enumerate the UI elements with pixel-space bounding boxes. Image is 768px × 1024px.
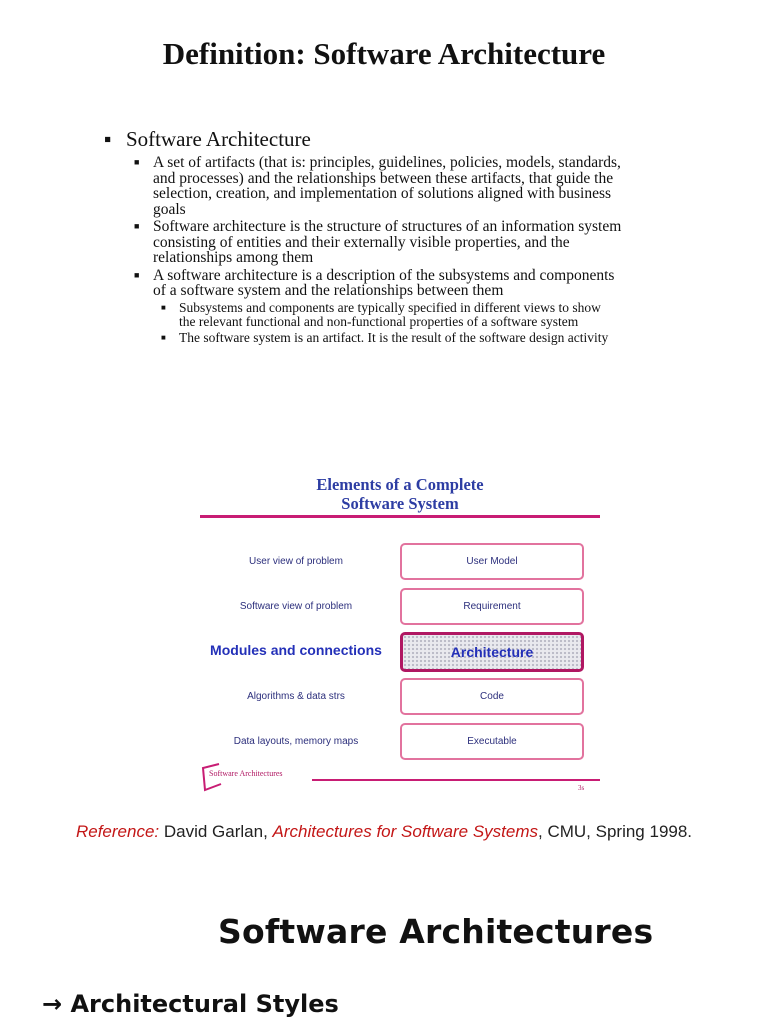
square-bullet-icon: ■ — [161, 332, 166, 342]
sub-item — [161, 331, 619, 345]
styles-heading-text: Architectural Styles — [70, 990, 339, 1018]
reference-author: David Garlan, — [159, 822, 273, 841]
row-label-highlighted: Modules and connections — [210, 642, 382, 658]
figure-footer-text: Software Architectures — [209, 769, 283, 778]
square-bullet-icon: ■ — [161, 302, 166, 312]
definition-item — [134, 268, 624, 345]
figure-title-line2: Software System — [341, 494, 459, 513]
square-bullet-icon: ▪ — [104, 127, 112, 151]
definition-text: A set of artifacts (that is: principles, guidelines, policies, models, standards, and processes) and the relationships between these artifacts, that guide the selection, creation, and implementation of solutions aligned with business goals — [153, 154, 621, 218]
slide-title: Definition: Software Architecture — [162, 36, 606, 71]
square-bullet-icon: ■ — [134, 269, 140, 280]
row-label: Software view of problem — [239, 601, 353, 612]
row-label: Algorithms & data strs — [247, 691, 345, 702]
sub-item-text: The software system is an artifact. It is the result of the software design activity — [179, 329, 609, 345]
row-box: Requirement — [400, 588, 584, 625]
definition-text: A software architecture is a description of the subsystems and components of a software system and the relationships between them — [153, 266, 615, 299]
square-bullet-icon: ■ — [134, 157, 140, 167]
row-box: Executable — [400, 723, 584, 760]
bullet-level1-text: Software Architecture — [126, 127, 311, 151]
figure-page-number: 3s — [578, 784, 585, 792]
section-title: Software Architectures — [218, 912, 654, 951]
definition-item — [134, 219, 624, 266]
sub-item-text: Subsystems and components are typically specified in different views to show the relevant functional and non-functional properties of a software system — [179, 299, 601, 329]
square-bullet-icon: ■ — [134, 221, 140, 231]
reference-rest: , CMU, Spring 1998. — [538, 822, 693, 841]
figure-bottom-rule — [312, 779, 600, 781]
sub-list — [161, 301, 624, 345]
arrow-icon: → — [42, 990, 63, 1018]
sub-item — [161, 301, 619, 329]
definition-text: Software architecture is the structure of structures of an information system consisting of entities and their externally visible properties, and the relationships among them — [153, 218, 622, 266]
bullet-level1 — [104, 126, 624, 152]
elements-figure — [195, 470, 605, 800]
figure-top-rule — [200, 515, 600, 518]
row-box-highlighted: Architecture — [400, 632, 584, 672]
row-label: User view of problem — [249, 556, 343, 567]
row-box: User Model — [400, 543, 584, 580]
reference-work: Architectures for Software Systems — [272, 822, 539, 841]
definition-list — [134, 155, 624, 347]
styles-heading — [42, 990, 339, 1018]
row-box: Code — [400, 678, 584, 715]
reference-line — [0, 822, 768, 842]
figure-title-line1: Elements of a Complete — [316, 475, 484, 494]
definition-item — [134, 155, 624, 217]
reference-label: Reference: — [75, 822, 160, 841]
footer-bracket-icon — [199, 762, 223, 794]
figure-title — [195, 475, 605, 513]
row-label: Data layouts, memory maps — [233, 736, 359, 747]
